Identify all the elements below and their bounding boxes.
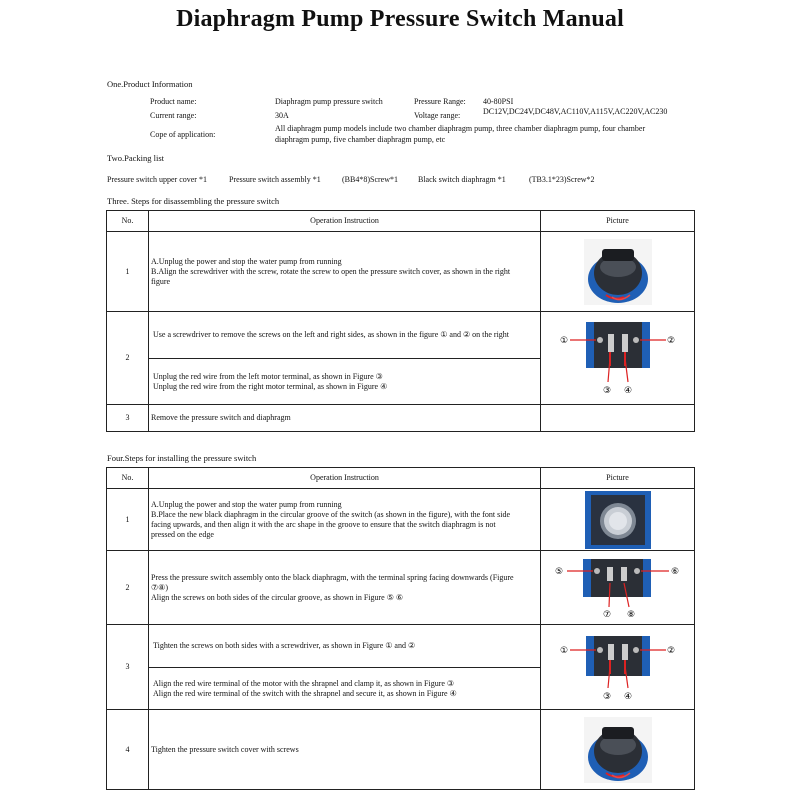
step-number: 4 [107,710,149,790]
step-number: 2 [107,551,149,625]
step-instruction: Use a screwdriver to remove the screws on the left and right sides, as shown in the figure ① and ② on the right Unplug the red wire from the left motor terminal, as shown in Figure ③ Unplug the red wire from the right motor terminal, as shown in Figure ④ [149,312,541,405]
step-instruction: A.Unplug the power and stop the water pump from running B.Align the screwdriver with the screw, rotate the screw to open the pressure switch cover, as shown in the right figure [149,232,541,312]
installation-table [106,467,695,790]
step-number: 1 [107,489,149,551]
figure-label: ① [559,336,568,346]
col-header-no: No. [107,468,149,489]
step-picture [541,405,695,432]
page-title: Diaphragm Pump Pressure Switch Manual [176,6,624,32]
step-instruction: A.Unplug the power and stop the water pump from running B.Place the new black diaphragm in the circular groove of the switch (as shown in the figure), with the font side facing upwards, and then align it with the arc shape in the groove to ensure that the switch diaphragm is not pressed on the edge [149,489,541,551]
figure-label: ⑧ [626,609,635,620]
packing-item: Pressure switch upper cover *1 [107,175,207,184]
col-header-picture: Picture [541,211,695,232]
pressure-range-label: Pressure Range: [414,97,466,106]
figure-label: ② [666,336,675,346]
voltage-range-label: Voltage range: [414,111,461,120]
pressure-range-value: 40-80PSI [483,97,514,106]
section-heading-product-info: One.Product Information [107,79,193,89]
step-picture [541,710,695,790]
packing-item: (TB3.1*23)Screw*2 [529,175,595,184]
step-instruction: Remove the pressure switch and diaphragm [149,405,541,432]
section-heading-disassembly: Three. Steps for disassembling the pressure switch [107,196,280,206]
packing-item: (BB4*8)Screw*1 [342,175,398,184]
col-header-no: No. [107,211,149,232]
figure-label: ④ [623,692,632,702]
figure-label: ⑦ [602,609,611,620]
current-range-label: Current range: [150,111,197,120]
step-number: 1 [107,232,149,312]
product-name-label: Product name: [150,97,197,106]
step-number: 3 [107,625,149,710]
step-picture [541,625,695,710]
switch-assembly-diagram [553,555,683,621]
step-picture [541,489,695,551]
packing-item: Pressure switch assembly *1 [229,175,321,184]
figure-label: ⑥ [670,566,679,577]
switch-terminals-diagram [558,318,678,398]
step-instruction: Tighten the screws on both sides with a screwdriver, as shown in Figure ① and ② Align the red wire terminal of the motor with the shrapnel and clamp it, as shown in Figure ③ Align the red wire terminal of the switch with the shrapnel and secure it, as shown in Figure ④ [149,625,541,710]
col-header-operation: Operation Instruction [149,468,541,489]
figure-label: ⑤ [554,566,563,577]
switch-terminals-diagram [558,632,678,702]
scope-value-line2: diaphragm pump, five chamber diaphragm pump, etc [275,135,446,144]
figure-label: ① [559,646,568,656]
product-name-value: Diaphragm pump pressure switch [275,97,383,106]
step-instruction: Press the pressure switch assembly onto the black diaphragm, with the terminal spring facing downwards (Figure ⑦⑧) Align the screws on both sides of the circular groove, as shown in Figure ⑤ ⑥ [149,551,541,625]
packing-item: Black switch diaphragm *1 [418,175,506,184]
switch-cover-photo [584,239,652,305]
step-instruction: Tighten the pressure switch cover with screws [149,710,541,790]
scope-label: Cope of application: [150,130,216,139]
disassembly-table [106,210,695,432]
step-picture [541,312,695,405]
section-heading-installation: Four.Steps for installing the pressure switch [107,453,257,463]
figure-label: ④ [623,386,632,396]
section-heading-packing-list: Two.Packing list [107,153,165,163]
scope-value-line1: All diaphragm pump models include two chamber diaphragm pump, three chamber diaphragm pump, four chamber [275,124,646,133]
step-number: 3 [107,405,149,432]
figure-label: ② [666,646,675,656]
switch-cover-photo [584,717,652,783]
step-picture [541,551,695,625]
col-header-picture: Picture [541,468,695,489]
voltage-range-value: DC12V,DC24V,DC48V,AC110V,A115V,AC220V,AC230 [483,107,668,116]
step-number: 2 [107,312,149,405]
step-picture [541,232,695,312]
diaphragm-groove-photo [585,491,651,549]
figure-label: ③ [602,386,611,396]
figure-label: ③ [602,692,611,702]
col-header-operation: Operation Instruction [149,211,541,232]
current-range-value: 30A [275,111,289,120]
